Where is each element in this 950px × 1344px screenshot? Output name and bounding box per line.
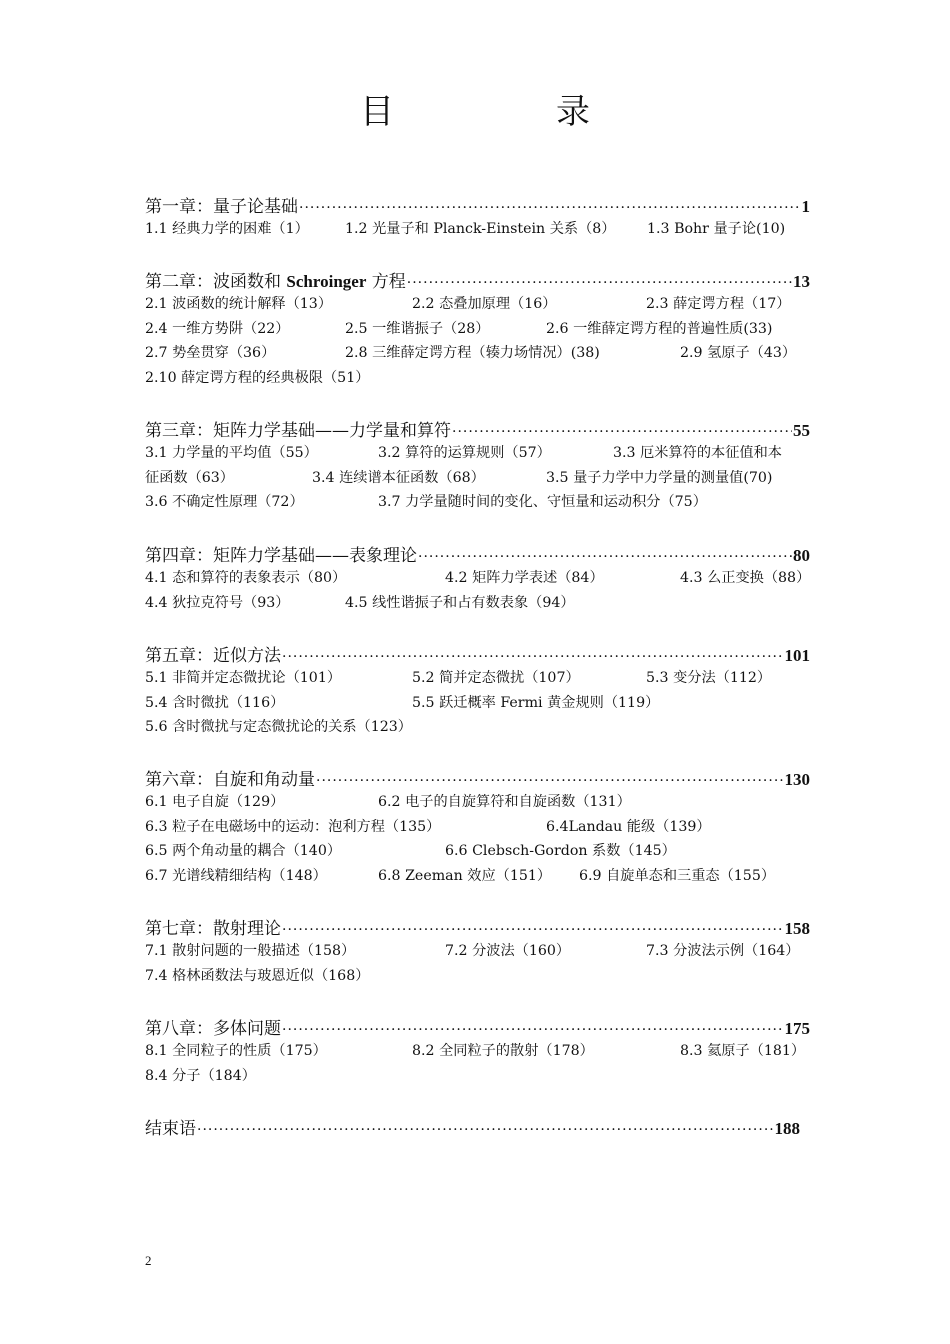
dot-leader bbox=[282, 922, 784, 938]
section-entry[interactable]: 2.4 一维方势阱（22） bbox=[145, 320, 290, 337]
chapter-heading[interactable] bbox=[145, 192, 810, 216]
chapter-entry[interactable] bbox=[145, 765, 810, 887]
section-row bbox=[145, 789, 810, 814]
section-row bbox=[145, 938, 810, 963]
chapter-entry[interactable] bbox=[145, 541, 810, 614]
chapter-heading[interactable] bbox=[145, 1114, 800, 1138]
chapter-page-number: 80 bbox=[793, 546, 810, 565]
dot-leader bbox=[282, 649, 784, 665]
section-entry[interactable]: 3.4 连续谱本征函数（68） bbox=[312, 469, 485, 486]
page-title: 目 录 bbox=[360, 92, 654, 132]
chapter-page-number: 55 bbox=[793, 421, 810, 440]
section-row bbox=[145, 440, 810, 465]
section-entry[interactable]: 5.4 含时微扰（116） bbox=[145, 694, 285, 711]
section-entry[interactable]: 8.1 全同粒子的性质（175） bbox=[145, 1043, 327, 1059]
section-entry[interactable]: 2.5 一维谐振子（28） bbox=[345, 320, 490, 337]
chapter-title-suffix: 方程 bbox=[366, 272, 406, 292]
chapter-entry[interactable] bbox=[145, 1014, 810, 1087]
chapter-page-number: 130 bbox=[784, 770, 810, 789]
chapter-title bbox=[145, 914, 281, 939]
section-entry[interactable]: 8.2 全同粒子的散射（178） bbox=[412, 1043, 594, 1059]
section-row bbox=[145, 1063, 810, 1088]
section-entry[interactable]: 8.3 氦原子（181） bbox=[680, 1043, 806, 1059]
chapter-page-number: 13 bbox=[793, 272, 810, 291]
section-entry[interactable]: 6.1 电子自旋（129） bbox=[145, 794, 285, 810]
section-row bbox=[145, 814, 810, 839]
chapter-title-text: 第三章：矩阵力学基础——力学量和算符 bbox=[145, 421, 451, 441]
chapter-entry[interactable] bbox=[145, 641, 810, 739]
chapter-heading[interactable] bbox=[145, 267, 810, 291]
chapter-heading[interactable] bbox=[145, 416, 810, 440]
section-entry[interactable]: 3.3 厄米算符的本征值和本 bbox=[613, 445, 782, 461]
section-entry[interactable]: 6.6 Clebsch-Gordon 系数（145） bbox=[445, 843, 676, 859]
section-entry[interactable]: 7.3 分波法示例（164） bbox=[646, 943, 800, 959]
section-entry[interactable]: 6.5 两个角动量的耦合（140） bbox=[145, 843, 342, 859]
section-row bbox=[145, 465, 810, 490]
section-entry[interactable]: 征函数（63） bbox=[145, 469, 234, 486]
chapter-page-number: 101 bbox=[784, 646, 810, 665]
section-row bbox=[145, 714, 810, 739]
section-entry[interactable]: 4.2 矩阵力学表述（84） bbox=[445, 570, 604, 586]
section-entry[interactable]: 2.6 一维薛定谔方程的普遍性质(33) bbox=[546, 320, 773, 337]
chapter-heading[interactable] bbox=[145, 641, 810, 665]
section-entry[interactable]: 5.3 变分法（112） bbox=[646, 670, 772, 686]
section-entry[interactable]: 2.2 态叠加原理（16） bbox=[412, 296, 557, 312]
chapter-title-text: 第二章：波函数和 bbox=[145, 272, 287, 292]
section-entry[interactable]: 2.9 氢原子（43） bbox=[680, 345, 797, 361]
dot-leader bbox=[197, 1122, 774, 1138]
section-row bbox=[145, 863, 810, 888]
chapter-title bbox=[145, 765, 315, 790]
section-entry[interactable]: 7.2 分波法（160） bbox=[445, 943, 571, 959]
section-entry[interactable]: 5.6 含时微扰与定态微扰论的关系（123） bbox=[145, 719, 412, 735]
dot-leader bbox=[316, 773, 784, 789]
section-entry[interactable]: 6.2 电子的自旋算符和自旋函数（131） bbox=[378, 794, 631, 810]
section-entry[interactable]: 7.4 格林函数法与玻恩近似（168） bbox=[145, 967, 370, 984]
chapter-title-text: 结束语 bbox=[145, 1119, 196, 1139]
chapter-heading[interactable] bbox=[145, 541, 810, 565]
dot-leader bbox=[282, 1022, 784, 1038]
section-entry[interactable]: 4.1 态和算符的表象表示（80） bbox=[145, 570, 347, 586]
section-entry[interactable]: 3.1 力学量的平均值（55） bbox=[145, 445, 318, 461]
chapter-title-text: 第八章：多体问题 bbox=[145, 1019, 281, 1039]
chapter-page-number: 1 bbox=[801, 197, 810, 216]
chapter-title bbox=[145, 192, 298, 217]
section-row bbox=[145, 1038, 810, 1063]
section-entry[interactable]: 6.9 自旋单态和三重态（155） bbox=[579, 867, 776, 884]
chapter-title-text: 第七章：散射理论 bbox=[145, 919, 281, 939]
dot-leader bbox=[407, 275, 792, 291]
section-entry[interactable]: 3.5 量子力学中力学量的测量值(70) bbox=[546, 469, 773, 486]
chapter-page-number: 158 bbox=[784, 919, 810, 938]
section-entry[interactable]: 6.7 光谱线精细结构（148） bbox=[145, 867, 327, 884]
dot-leader bbox=[418, 549, 792, 565]
chapter-title-text: 第六章：自旋和角动量 bbox=[145, 770, 315, 790]
chapter-heading[interactable] bbox=[145, 914, 810, 938]
section-entry[interactable]: 3.7 力学量随时间的变化、守恒量和运动积分（75） bbox=[378, 494, 707, 510]
section-entry[interactable]: 4.3 么正变换（88） bbox=[680, 570, 811, 586]
page-number: 2 bbox=[145, 1253, 152, 1268]
chapter-entry[interactable] bbox=[145, 1114, 810, 1138]
section-row bbox=[145, 838, 810, 863]
section-entry[interactable]: 5.1 非简并定态微扰论（101） bbox=[145, 670, 342, 686]
chapter-title bbox=[145, 541, 417, 566]
section-row bbox=[145, 590, 810, 615]
section-entry[interactable]: 2.8 三维薛定谔方程（辏力场情况）(38) bbox=[345, 345, 600, 361]
section-row bbox=[145, 216, 810, 241]
chapter-title bbox=[145, 416, 451, 441]
section-entry[interactable]: 3.2 算符的运算规则（57） bbox=[378, 445, 551, 461]
chapter-heading[interactable] bbox=[145, 1014, 810, 1038]
section-entry[interactable]: 2.10 薛定谔方程的经典极限（51） bbox=[145, 369, 370, 386]
chapter-title-text: 第一章：量子论基础 bbox=[145, 197, 298, 217]
chapter-title bbox=[145, 267, 406, 292]
chapter-page-number: 175 bbox=[784, 1019, 810, 1038]
section-row bbox=[145, 365, 810, 390]
dot-leader bbox=[299, 200, 801, 216]
section-row bbox=[145, 963, 810, 988]
dot-leader bbox=[452, 424, 792, 440]
chapter-entry[interactable] bbox=[145, 416, 810, 514]
section-entry[interactable]: 2.7 势垒贯穿（36） bbox=[145, 345, 276, 361]
section-entry[interactable]: 5.5 跃迁概率 Fermi 黄金规则（119） bbox=[412, 694, 660, 711]
chapter-title bbox=[145, 1014, 281, 1039]
section-row bbox=[145, 565, 810, 590]
section-entry[interactable]: 4.5 线性谐振子和占有数表象（94） bbox=[345, 594, 575, 611]
section-entry[interactable]: 4.4 狄拉克符号（93） bbox=[145, 594, 290, 611]
chapter-title-text: 第五章：近似方法 bbox=[145, 646, 281, 666]
section-entry[interactable]: 1.3 Bohr 量子论(10) bbox=[647, 221, 786, 237]
section-row bbox=[145, 291, 810, 316]
section-entry[interactable]: 1.2 光量子和 Planck-Einstein 关系（8） bbox=[345, 221, 616, 237]
section-entry[interactable]: 8.4 分子（184） bbox=[145, 1067, 256, 1084]
section-row bbox=[145, 665, 810, 690]
section-entry[interactable]: 1.1 经典力学的困难（1） bbox=[145, 221, 309, 237]
section-entry[interactable]: 6.4Landau 能级（139） bbox=[546, 818, 711, 835]
section-row bbox=[145, 690, 810, 715]
chapter-entry[interactable] bbox=[145, 192, 810, 241]
section-entry[interactable]: 3.6 不确定性原理（72） bbox=[145, 494, 304, 510]
section-entry[interactable]: 5.2 简并定态微扰（107） bbox=[412, 670, 580, 686]
chapter-title-text: 第四章：矩阵力学基础——表象理论 bbox=[145, 546, 417, 566]
chapter-entry[interactable] bbox=[145, 914, 810, 987]
chapter-entry[interactable] bbox=[145, 267, 810, 389]
section-entry[interactable]: 6.8 Zeeman 效应（151） bbox=[378, 867, 552, 884]
section-row bbox=[145, 489, 810, 514]
section-entry[interactable]: 7.1 散射问题的一般描述（158） bbox=[145, 943, 356, 959]
chapter-title-bold: Schroinger bbox=[286, 272, 367, 291]
chapter-heading[interactable] bbox=[145, 765, 810, 789]
chapter-title bbox=[145, 1114, 196, 1139]
chapter-title bbox=[145, 641, 281, 666]
section-row bbox=[145, 340, 810, 365]
section-entry[interactable]: 2.1 波函数的统计解释（13） bbox=[145, 296, 333, 312]
chapter-page-number: 188 bbox=[774, 1119, 800, 1138]
section-entry[interactable]: 6.3 粒子在电磁场中的运动：泡利方程（135） bbox=[145, 818, 441, 835]
section-row bbox=[145, 316, 810, 341]
section-entry[interactable]: 2.3 薛定谔方程（17） bbox=[646, 296, 791, 312]
